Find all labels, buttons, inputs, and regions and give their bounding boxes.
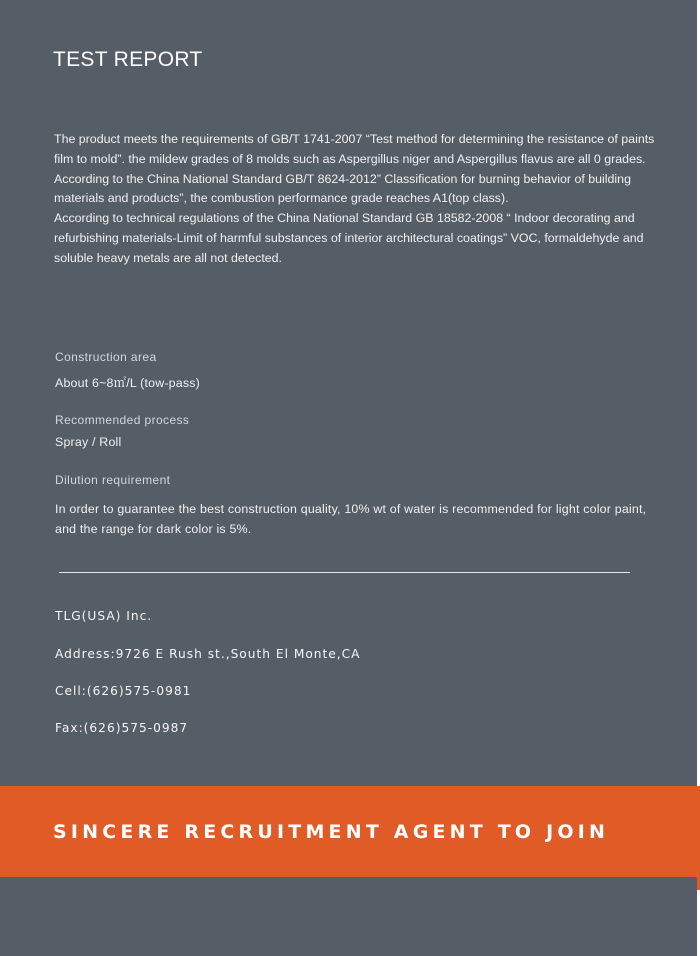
report-paragraph-voc: According to technical regulations of the China National Standard GB 18582-2008 “ Indoor decorating and refurbishing materials-Limit of harmful substances of interior architectural coatings” VOC, formaldehyde and soluble heavy metals are all not detected. [54,211,644,265]
recruitment-banner [0,786,697,877]
test-report-text [54,130,664,269]
recommended-process-value: Spray / Roll [55,435,122,449]
report-paragraph-fire: According to the China National Standard GB/T 8624-2012” Classification for burning behavior of building materials and products”, the combustion performance grade reaches A1(top class). [54,171,631,206]
dilution-requirement-value: In order to guarantee the best construction quality, 10% wt of water is recommended for light color paint, and the range for dark color is 5%. [55,502,647,536]
construction-area-label: Construction area [55,350,157,364]
recruitment-banner-text: SINCERE RECRUITMENT AGENT TO JOIN [53,821,610,843]
recommended-process-label: Recommended process [55,413,190,427]
company-name: TLG(USA) Inc. [55,609,153,623]
dilution-requirement-label: Dilution requirement [55,473,171,487]
report-paragraph-mold: The product meets the requirements of GB/T 1741-2007 “Test method for determining the resistance of paints film to mold”. the mildew grades of 8 molds such as Aspergillus niger and Aspergillus flavus are all 0 grades. [54,132,655,166]
company-address: Address:9726 E Rush st.,South El Monte,CA [55,647,361,661]
company-fax: Fax:(626)575-0987 [55,721,189,735]
section-divider [59,572,630,573]
page-title: TEST REPORT [53,48,203,71]
company-cell: Cell:(626)575-0981 [55,684,192,698]
construction-area-value: About 6~8㎡/L (tow-pass) [55,376,200,390]
